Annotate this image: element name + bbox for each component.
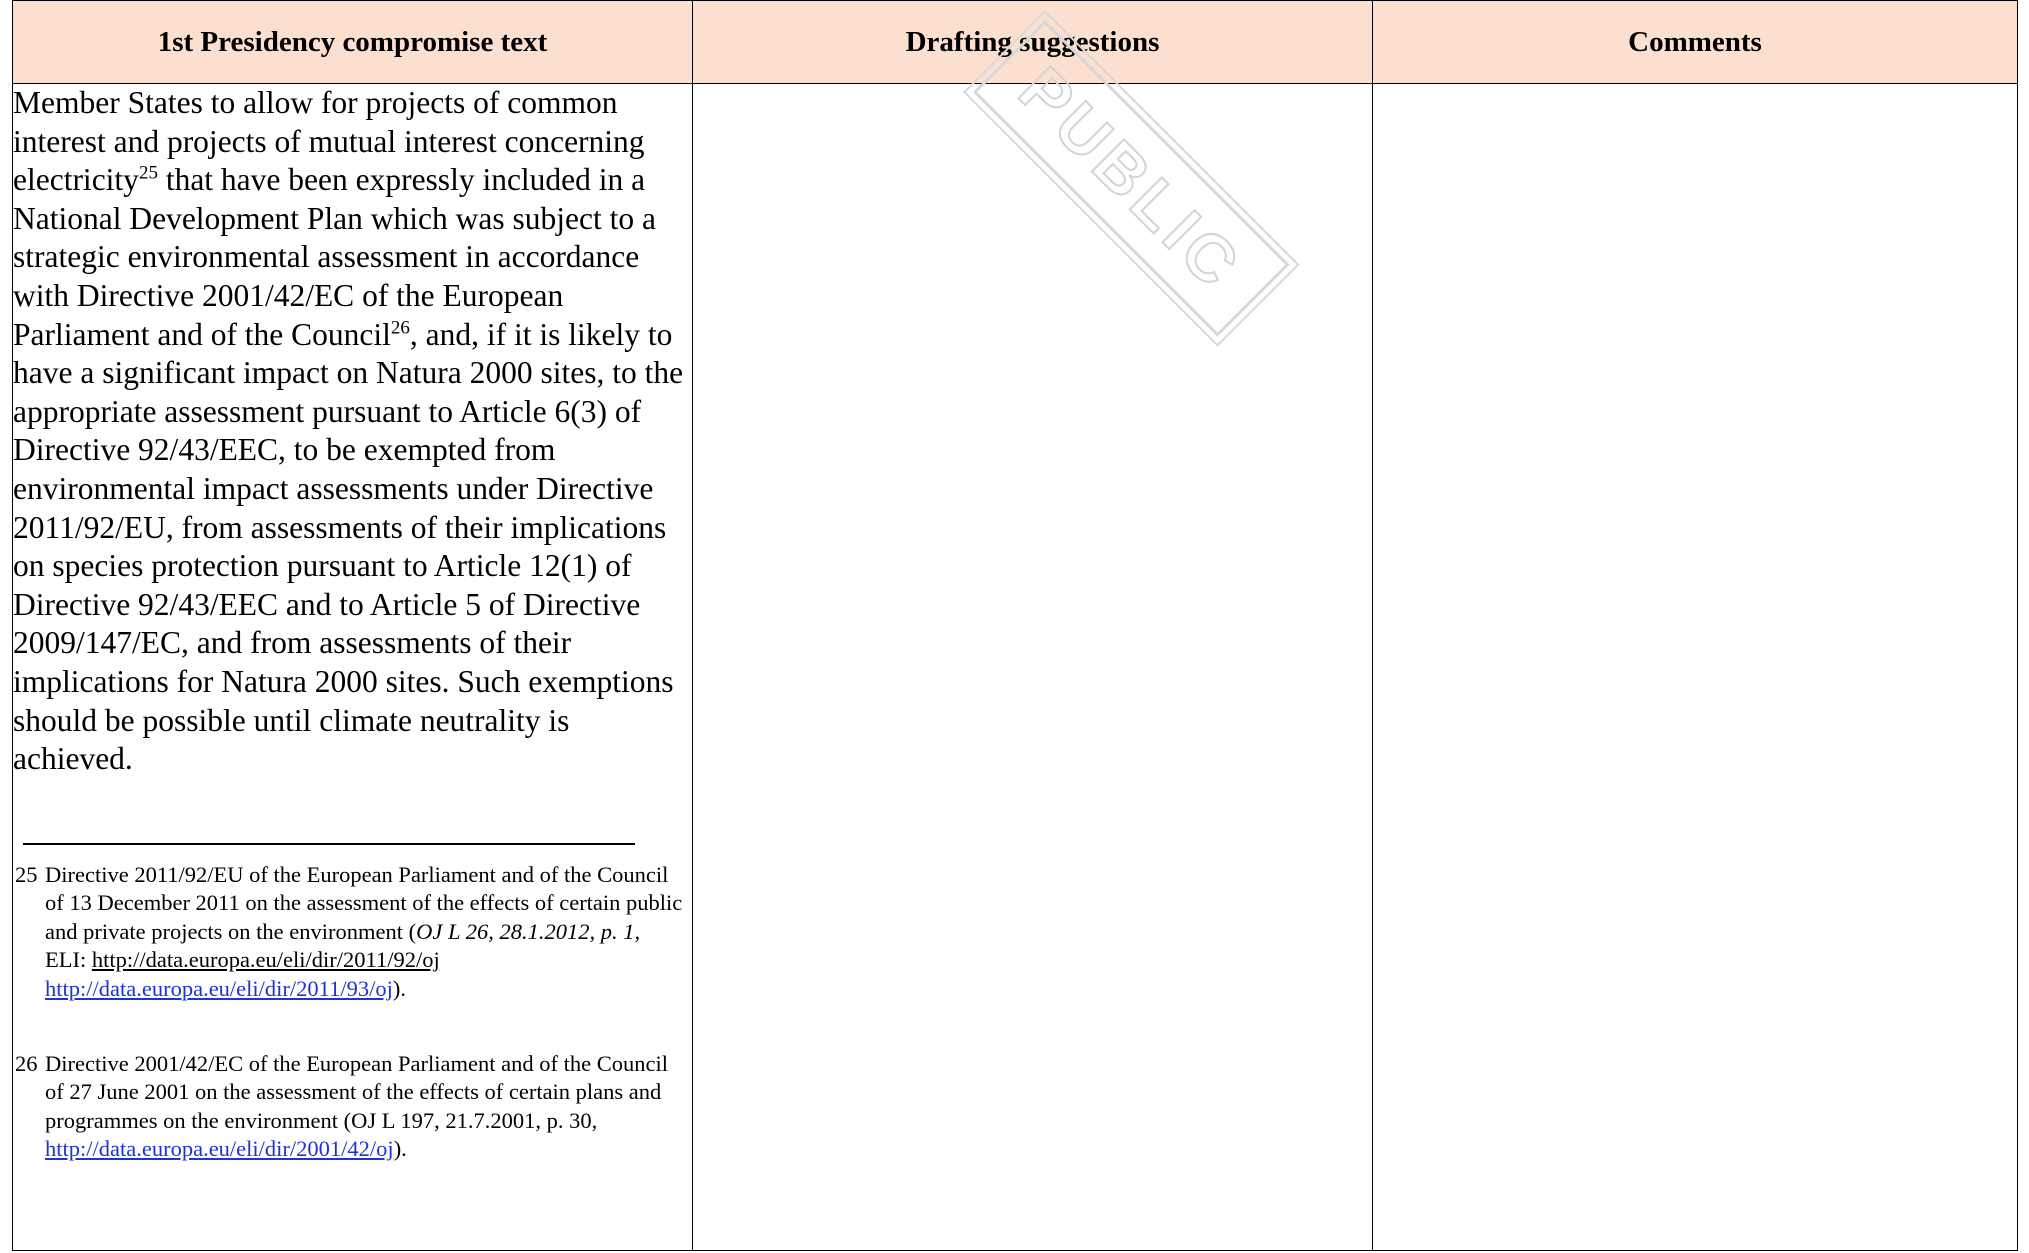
header-presidency-text: 1st Presidency compromise text	[13, 1, 693, 84]
footnote-tail: ).	[393, 1136, 407, 1162]
footnote-ref-26[interactable]: 26	[390, 317, 410, 339]
table-header-row	[13, 1, 2018, 84]
footnote-26	[13, 1050, 692, 1164]
footnote-body	[45, 861, 692, 1004]
footnote-number: 26	[15, 1050, 38, 1076]
footnote-tail: ).	[392, 976, 406, 1002]
footnote-body	[45, 1050, 692, 1164]
public-watermark-stamp: PUBLIC	[973, 20, 1290, 337]
paragraph-text-part2: that have been expressly included in a National Development Plan which was subject to a strategic environmental assessment in accordance with Directive 2001/42/EC of the European Parliament and of the Council	[13, 162, 656, 352]
footnote-25	[13, 861, 692, 1004]
document-table	[12, 0, 2018, 1251]
paragraph-text-part1: Member States to allow for projects of common interest and projects of mutual interest concerning electricity	[13, 85, 645, 198]
eli-link-2001-42[interactable]: http://data.europa.eu/eli/dir/2001/42/oj	[45, 1136, 394, 1162]
footnote-separator	[23, 843, 635, 845]
drafting-suggestions-cell[interactable]	[693, 84, 1373, 1251]
eli-link-2011-92[interactable]: http://data.europa.eu/eli/dir/2011/92/oj	[91, 947, 440, 973]
comments-cell[interactable]	[1373, 84, 2018, 1251]
eli-label: ELI:	[45, 947, 92, 973]
footnote-text: Directive 2001/42/EC of the European Parliament and of the Council of 27 June 2001 on the assessment of the effects of certain plans and programmes on the environment (OJ L 197, 21.7.2001, p. 30,	[45, 1050, 668, 1133]
footnote-citation: OJ L 26, 28.1.2012, p. 1,	[416, 918, 641, 944]
footnote-number: 25	[15, 861, 38, 887]
footnote-ref-25[interactable]: 25	[138, 162, 158, 184]
paragraph-text-part3: , and, if it is likely to have a significant impact on Natura 2000 sites, to the appropriate assessment pursuant to Article 6(3) of Directive 92/43/EEC, to be exempted from environmental impact assessments under Directive 2011/92/EU, from assessments of their implications on species protection pursuant to Article 12(1) of Directive 92/43/EEC and to Article 5 of Directive 2009/147/EC, and from assessments of their implications for Natura 2000 sites. Such exemptions should be possible until climate neutrality is achieved.	[13, 316, 684, 777]
header-comments: Comments	[1373, 1, 2018, 84]
footnote-text: Directive 2011/92/EU of the European Parliament and of the Council of 13 December 2011 on the assessment of the effects of certain public and private projects on the environment (	[45, 861, 683, 944]
header-drafting-suggestions: Drafting suggestions	[693, 1, 1373, 84]
eli-link-2011-93[interactable]: http://data.europa.eu/eli/dir/2011/93/oj	[45, 976, 393, 1002]
compromise-paragraph	[13, 84, 692, 779]
presidency-text-cell	[13, 84, 693, 1251]
table-row	[13, 84, 2018, 1251]
